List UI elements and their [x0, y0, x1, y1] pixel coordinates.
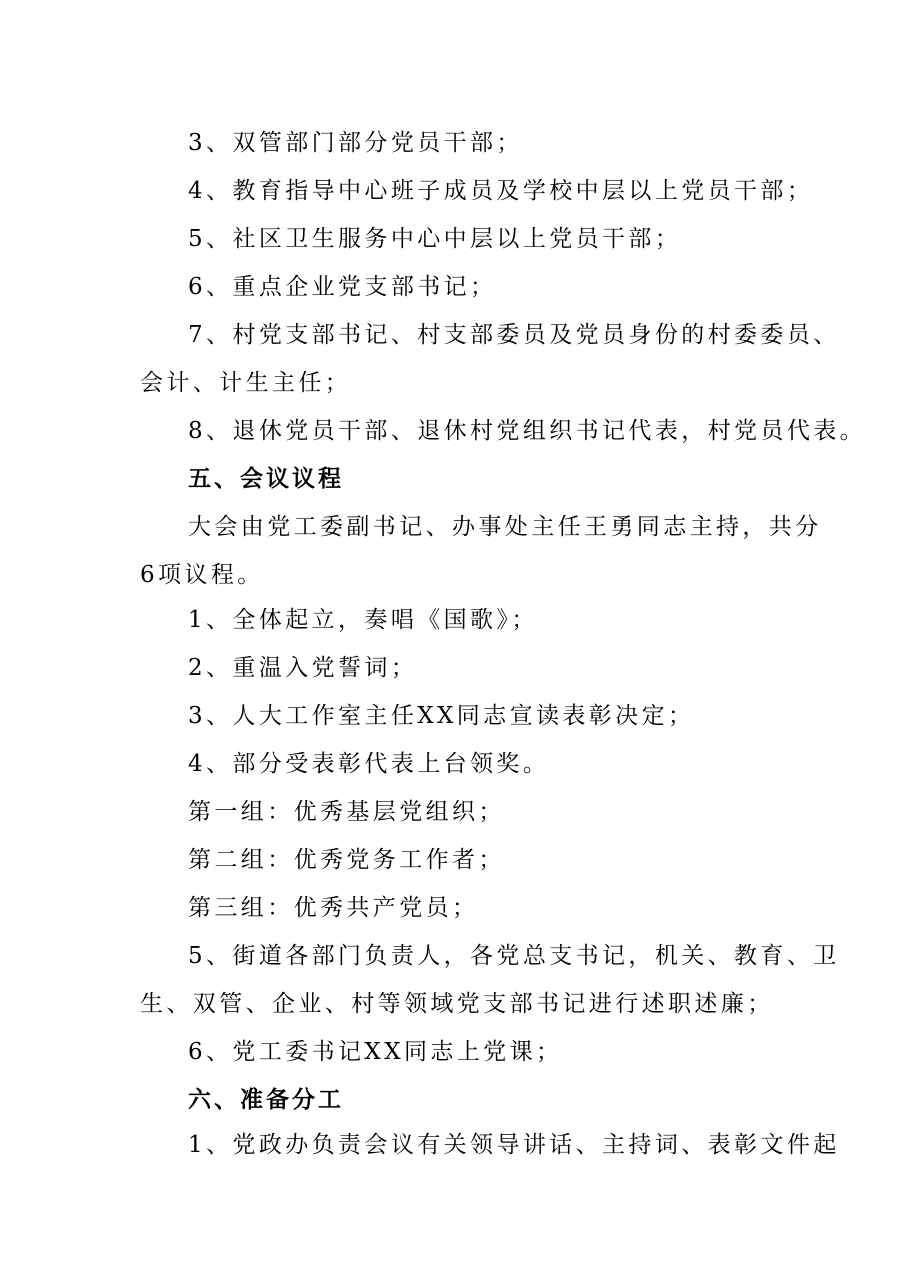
item-8-retired: 8、退休党员干部、退休村党组织书记代表，村党员代表。: [188, 418, 867, 444]
agenda-item-5-line2: 生、双管、企业、村等领域党支部书记进行述职述廉；: [140, 991, 774, 1017]
item-3-shuangguan: 3、双管部门部分党员干部；: [188, 130, 523, 156]
agenda-item-1: 1、全体起立，奏唱《国歌》；: [188, 607, 538, 633]
agenda-item-3: 3、人大工作室主任XX同志宣读表彰决定；: [188, 703, 695, 729]
award-group-2: 第二组：优秀党务工作者；: [188, 847, 505, 873]
award-group-3: 第三组：优秀共产党员；: [188, 895, 479, 921]
agenda-item-4: 4、部分受表彰代表上台领奖。: [188, 751, 550, 777]
item-6-enterprise: 6、重点企业党支部书记；: [188, 274, 497, 300]
section-heading-agenda: 五、会议议程: [188, 466, 344, 492]
item-7-village-line2: 会计、计生主任；: [140, 370, 352, 396]
agenda-item-6: 6、党工委书记XX同志上党课；: [188, 1039, 563, 1065]
item-5-health: 5、社区卫生服务中心中层以上党员干部；: [188, 226, 682, 252]
item-4-education: 4、教育指导中心班子成员及学校中层以上党员干部；: [188, 178, 814, 204]
item-7-village-line1: 7、村党支部书记、村支部委员及党员身份的村委委员、: [188, 322, 840, 348]
agenda-intro-line2: 6项议程。: [140, 562, 264, 588]
section-heading-division-of-work: 六、准备分工: [188, 1087, 344, 1113]
award-group-1: 第一组：优秀基层党组织；: [188, 799, 505, 825]
agenda-item-2: 2、重温入党誓词；: [188, 655, 418, 681]
agenda-intro-line1: 大会由党工委副书记、办事处主任王勇同志主持，共分: [188, 514, 822, 540]
division-item-1: 1、党政办负责会议有关领导讲话、主持词、表彰文件起: [188, 1132, 840, 1158]
agenda-item-5-line1: 5、街道各部门负责人，各党总支书记，机关、教育、卫: [188, 943, 840, 969]
